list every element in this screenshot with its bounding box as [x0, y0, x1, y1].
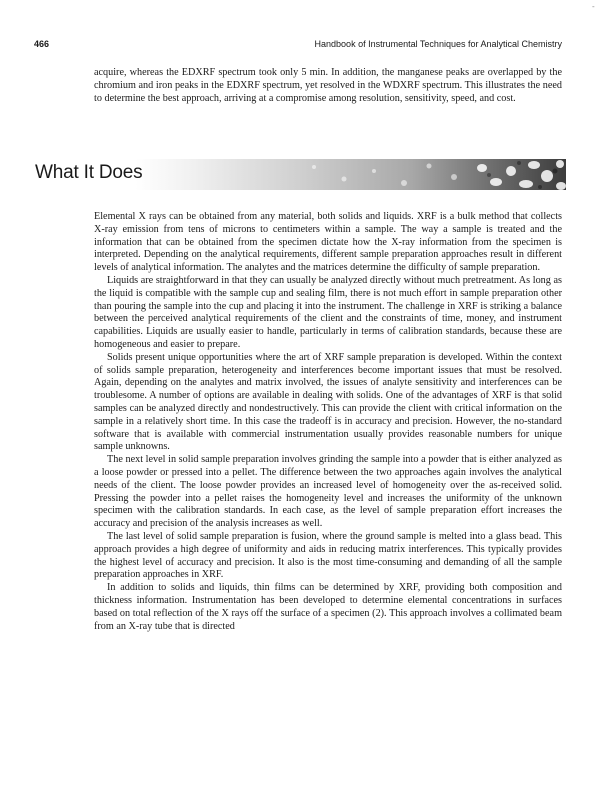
body-paragraph: Elemental X rays can be obtained from any material, both solids and liquids. XRF is a bulk method that collects X-ray emission from tens of microns to centimeters within a sample. The way a sample is treated and the information that can be obtained from the specimen dictate how the X-ray information from the specimen is interpreted. Depending on the analytical requirements, different sample preparation approaches result in different levels of analytical information. The analytes and the matrices determine the difficulty of sample preparation. — [94, 211, 562, 274]
section-body — [94, 211, 562, 633]
body-paragraph: Liquids are straightforward in that they can usually be analyzed directly without much pretreatment. As long as the liquid is compatible with the sample cup and sealing film, there is not much effort in sample preparation other than pouring the sample into the cup and placing it into the instrument. The challenge in XRF is striking a balance between the perceived analytical requirements of the client and the constraints of time, money, and instrument capabilities. Liquids are usually easier to handle, particularly in terms of calibration standards, because these are homogeneous and easier to prepare. — [94, 274, 562, 350]
running-book-title: Handbook of Instrumental Techniques for Analytical Chemistry — [314, 39, 562, 49]
body-paragraph: The last level of solid sample preparation is fusion, where the ground sample is melted into a glass bead. This approach provides a high degree of uniformity and aids in reducing matrix interferences. This typically provides the highest level of accuracy and precision. It also is the most time-consuming and demanding of all the sample preparation approaches in XRF. — [94, 530, 562, 581]
intro-text-block — [94, 67, 562, 105]
body-paragraph: The next level in solid sample preparation involves grinding the sample into a powder that is either analyzed as a loose powder or pressed into a pellet. The difference between the two approaches again involves the analytical needs of the client. The loose powder provides an increased level of homogeneity over the as-received solid. Pressing the powder into a pellet raises the homogeneity level and increases the uniformity of the unknown specimen with the calibration standards. In each case, as the level of sample preparation effort increases the accuracy and precision of the analysis increases as well. — [94, 454, 562, 530]
body-paragraph: Solids present unique opportunities where the art of XRF sample preparation is developed. Within the context of solids sample preparation, heterogeneity and interferences become important issues that must be resolved. Again, depending on the analytes and matrix involved, the issues of analyte sensitivity and interferences can be troublesome. A number of options are available in dealing with solids. One of the advantages of XRF is that solid samples can be analyzed directly and nondestructively. This can provide the client with critical information on the sample in a relatively short time. In this case the tradeoff is in accuracy and precision. However, the no-standard software that is available with commercial instrumentation usually provides reasonable numbers for unique sample unknowns. — [94, 351, 562, 453]
intro-paragraph: acquire, whereas the EDXRF spectrum took only 5 min. In addition, the manganese peaks are overlapped by the chromium and iron peaks in the EDXRF spectrum, yet resolved in the WDXRF spectrum. This illustrates the need to determine the best approach, arriving at a compromise among resolution, sensitivity, speed, and cost. — [94, 67, 562, 104]
corner-mark: - — [592, 2, 595, 11]
body-paragraph: In addition to solids and liquids, thin films can be determined by XRF, providing both composition and thickness information. Instrumentation has been developed to determine elemental concentrations in surfaces based on total reflection of the X rays off the surface of a specimen (2). This approach involves a collimated beam from an X-ray tube that is directed — [94, 582, 562, 632]
running-header — [34, 39, 562, 53]
section-title: What It Does — [35, 162, 143, 183]
page-number: 466 — [34, 39, 50, 49]
section-banner — [14, 159, 566, 190]
